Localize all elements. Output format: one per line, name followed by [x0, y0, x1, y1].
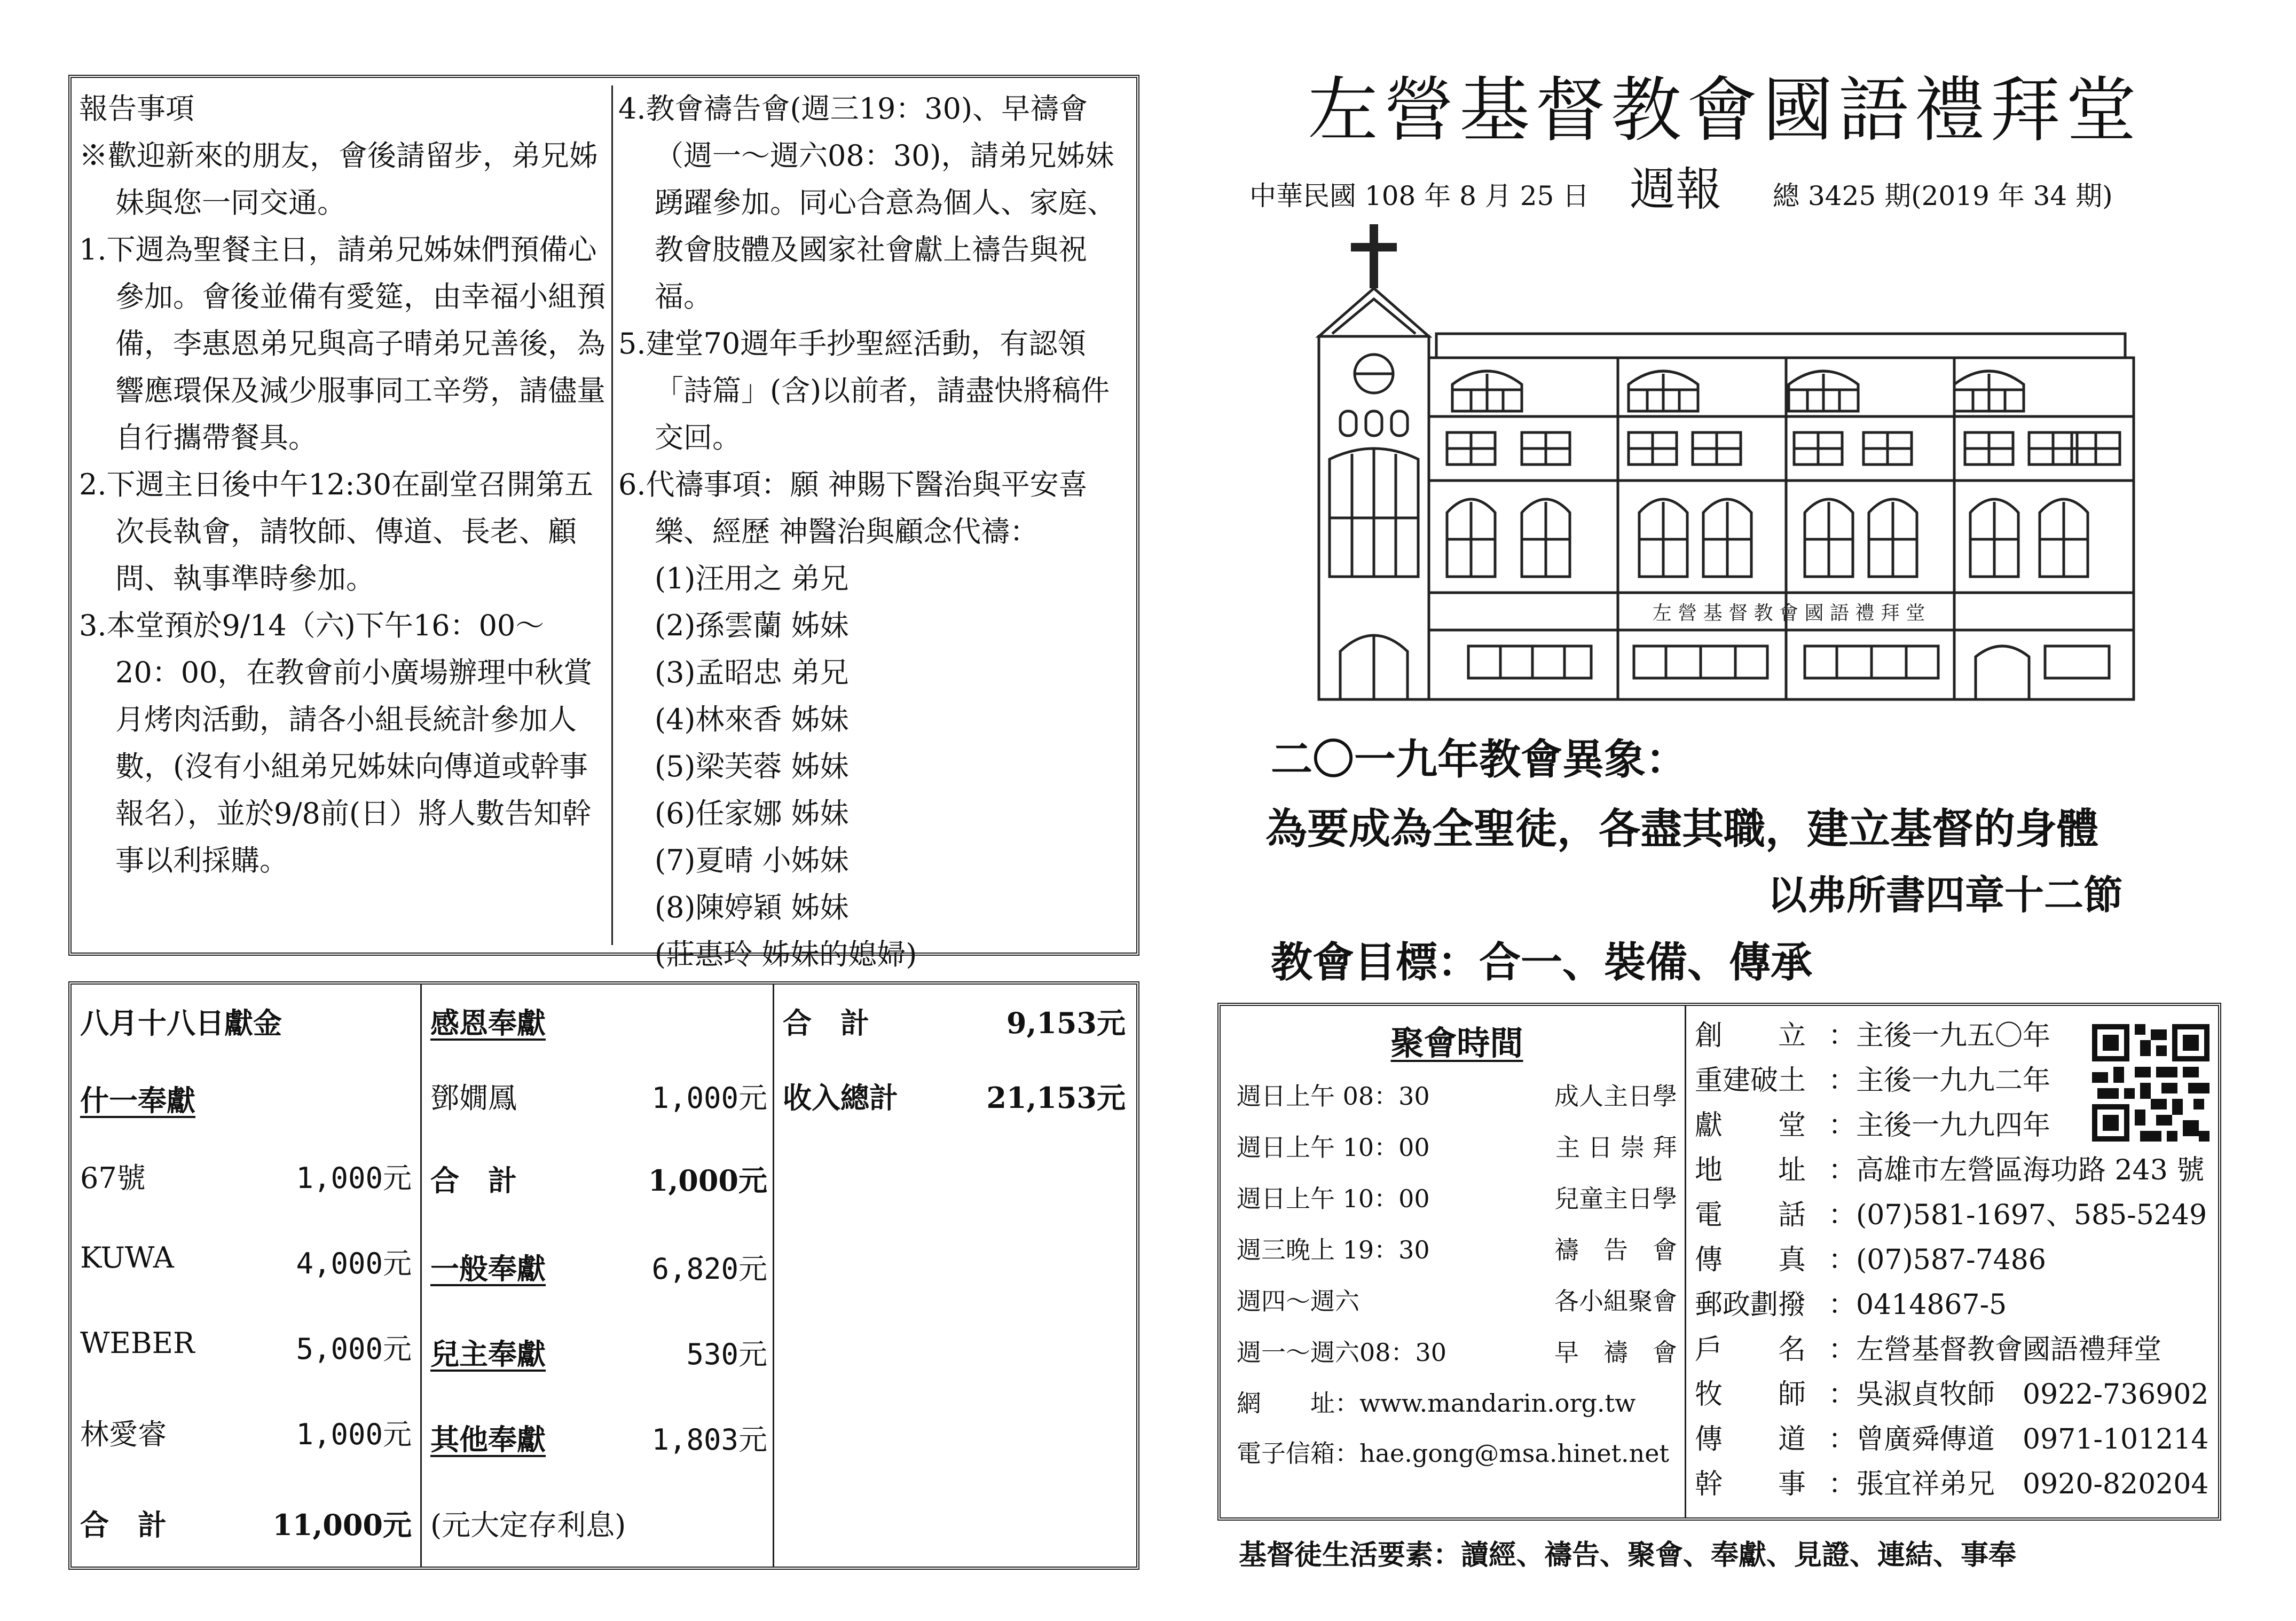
church-title: 左營基督教會國語禮拜堂	[1308, 69, 2142, 152]
meeting-row	[1237, 1071, 1677, 1122]
info-label: 地 址	[1695, 1154, 1806, 1186]
announcement-item: ※歡迎新來的朋友，會後請留步，弟兄姊妹與您一同交通。	[79, 139, 598, 219]
offering-col2	[422, 985, 774, 1567]
meeting-time: 週三晚上 19：30	[1237, 1236, 1430, 1264]
children-label: 兒主奉獻	[430, 1337, 546, 1371]
tithe-name: 67號	[80, 1161, 146, 1195]
church-info-row	[1695, 1417, 2218, 1462]
sum-label: 合 計	[783, 1006, 869, 1040]
meeting-name: 早 禱 會	[1554, 1338, 1677, 1367]
prayer-list-item: (2)孫雲蘭 姊妹	[655, 609, 849, 642]
meeting-name: 各小組聚會	[1554, 1287, 1677, 1316]
info-colon: ：	[1828, 1109, 1857, 1142]
announcement-item: 1.下週為聖餐主日，請弟兄姊妹們預備心參加。會後並備有愛筵，由幸福小組預備，李惠恩弟兄與高子晴弟兄善後，為響應環保及減少服事同工辛勞，請儘量自行攜帶餐具。	[79, 233, 606, 454]
info-colon: ：	[1828, 1244, 1857, 1276]
children-amount: 530元	[686, 1337, 767, 1371]
meeting-name: 成人主日學	[1554, 1082, 1677, 1111]
church-info-row	[1695, 1193, 2218, 1238]
christian-life-essentials: 基督徒生活要素：讀經、禱告、聚會、奉獻、見證、連結、事奉	[1239, 1539, 2017, 1571]
info-value: 主後一九九四年	[1856, 1109, 2051, 1142]
announcement-list	[79, 132, 606, 884]
prayer-list-item: (5)梁芙蓉 姊妹	[655, 750, 849, 783]
info-label: 傳 真	[1695, 1244, 1806, 1276]
prayer-list-item: (3)孟昭忠 弟兄	[655, 656, 849, 689]
info-value: 主後一九五〇年	[1856, 1020, 2051, 1052]
announcement-item: 4.教會禱告會(週三19：30)、早禱會（週一～週六08：30)，請弟兄姊妹踴躍參加。同心合意為個人、家庭、教會肢體及國家社會獻上禱告與祝福。	[618, 92, 1116, 313]
announcement-list-cont	[618, 85, 1131, 555]
info-colon: ：	[1828, 1423, 1857, 1455]
tithe-total-label: 合 計	[80, 1508, 167, 1542]
info-label: 幹 事	[1695, 1468, 1806, 1500]
other-label: 其他奉獻	[430, 1422, 546, 1457]
info-label: 戶 名	[1695, 1334, 1806, 1366]
announcement-item: 5.建堂70週年手抄聖經活動，有認領「詩篇」(含)以前者，請盡快將稿件交回。	[618, 327, 1110, 454]
tithe-amount: 4,000元	[296, 1247, 412, 1280]
meeting-times-title: 聚會時間	[1390, 1024, 1523, 1063]
info-label: 牧 師	[1695, 1379, 1806, 1411]
info-value: (07)581-1697、585-5249	[1856, 1199, 2207, 1231]
prayer-list-item: (4)林來香 姊妹	[655, 703, 849, 736]
meeting-time: 週一～週六08：30	[1237, 1338, 1447, 1367]
offering-date-title: 八月十八日獻金	[80, 1006, 282, 1040]
church-info-row	[1695, 1282, 2218, 1327]
tithe-amount: 5,000元	[296, 1332, 412, 1366]
announcements-col-left	[79, 85, 613, 945]
info-colon: ：	[1828, 1379, 1857, 1411]
meeting-name: 禱 告 會	[1554, 1236, 1677, 1264]
meeting-time: 週日上午 10：00	[1237, 1184, 1430, 1213]
info-colon: ：	[1828, 1065, 1857, 1097]
building-sign: 左 營 基 督 教 會 國 語 禮 拜 堂	[1652, 602, 1925, 624]
church-goal: 教會目標：合一、裝備、傳承	[1271, 938, 1813, 987]
announcements-box	[68, 75, 1139, 971]
bulletin-label: 週報	[1630, 163, 1722, 216]
meeting-time: 週日上午 10：00	[1237, 1133, 1430, 1162]
info-label: 重建破土	[1695, 1065, 1806, 1097]
thanks-label: 感恩奉獻	[430, 1006, 546, 1040]
prayer-list-item: (7)夏晴 小姊妹	[655, 844, 849, 877]
info-colon: ：	[1828, 1468, 1857, 1500]
general-label: 一般奉獻	[430, 1252, 546, 1286]
offering-col1	[72, 985, 422, 1567]
general-amount: 6,820元	[651, 1252, 767, 1286]
info-value: 張宜祥弟兄 0920-820204	[1856, 1468, 2209, 1500]
info-colon: ：	[1828, 1289, 1857, 1321]
info-label: 傳 道	[1695, 1423, 1806, 1455]
church-info-row	[1695, 1327, 2218, 1372]
bulletin-issue: 總 3425 期(2019 年 34 期)	[1773, 180, 2113, 211]
announcements-title: 報告事項	[79, 92, 194, 125]
vision-statement: 為要成為全聖徒，各盡其職，建立基督的身體	[1265, 805, 2099, 853]
church-info-row	[1695, 1462, 2218, 1507]
meeting-name: 主 日 崇 拜	[1555, 1133, 1677, 1162]
email: 電子信箱：hae.gong@msa.hinet.net	[1237, 1439, 1670, 1468]
church-info-row	[1695, 1372, 2218, 1417]
info-label: 獻 堂	[1695, 1109, 1806, 1142]
meeting-row	[1237, 1327, 1677, 1378]
info-colon: ：	[1828, 1334, 1857, 1366]
bulletin-header-line	[1249, 152, 2264, 218]
vision-reference: 以弗所書四章十二節	[1767, 872, 2123, 918]
announcement-item: 3.本堂預於9/14（六)下午16：00～20：00，在教會前小廣場辦理中秋賞月烤肉活動，請各小組長統計參加人數，(沒有小組弟兄姊妹向傳道或幹事報名），並於9/8前(日）將人數告知幹事以利採購。	[79, 609, 593, 877]
meeting-times	[1221, 1006, 1686, 1517]
info-value: (07)587-7486	[1856, 1244, 2046, 1276]
prayer-list-item: (6)任家娜 姊妹	[655, 797, 849, 830]
meetings-info-box	[1217, 1003, 2221, 1521]
info-value: 吳淑貞牧師 0922-736902	[1856, 1379, 2209, 1411]
info-colon: ：	[1828, 1199, 1857, 1231]
info-label: 電 話	[1695, 1199, 1806, 1231]
tithe-amount: 1,000元	[296, 1418, 412, 1451]
sum-amount: 9,153元	[1006, 1006, 1126, 1040]
prayer-list-item: (1)汪用之 弟兄	[655, 562, 849, 595]
thanks-total-label: 合 計	[430, 1163, 517, 1198]
tithe-name: 林愛睿	[80, 1418, 167, 1451]
info-value: 主後一九九二年	[1856, 1065, 2051, 1097]
info-label: 創 立	[1695, 1020, 1806, 1052]
tithe-name: KUWA	[80, 1241, 174, 1274]
prayer-list-item: (莊惠玲 姊妹的媳婦)	[655, 938, 917, 971]
info-value: 高雄市左營區海功路 243 號	[1856, 1154, 2205, 1186]
announcement-item: 6.代禱事項：願 神賜下醫治與平安喜樂、經歷 神醫治與顧念代禱：	[618, 468, 1088, 548]
announcement-item: 2.下週主日後中午12:30在副堂召開第五次長執會，請牧師、傳道、長老、顧問、執事準時參加。	[79, 468, 594, 595]
income-total-amount: 21,153元	[986, 1081, 1126, 1115]
thanks-amount: 1,000元	[651, 1081, 767, 1115]
tithe-total-amount: 11,000元	[272, 1508, 412, 1542]
meeting-row	[1237, 1224, 1677, 1276]
tithe-amount: 1,000元	[296, 1161, 412, 1195]
church-info-row	[1695, 1238, 2218, 1282]
other-amount: 1,803元	[651, 1423, 767, 1457]
prayer-list	[618, 555, 1131, 978]
meeting-time: 週四～週六	[1237, 1287, 1359, 1316]
other-note: (元大定存利息)	[430, 1508, 626, 1542]
info-label: 郵政劃撥	[1695, 1289, 1806, 1321]
offering-col3	[774, 985, 1136, 1567]
meeting-time: 週日上午 08：30	[1237, 1082, 1430, 1111]
tithe-name: WEBER	[80, 1326, 195, 1360]
thanks-name: 鄧嫺鳳	[430, 1081, 517, 1115]
website: 網 址：www.mandarin.org.tw	[1237, 1389, 1636, 1418]
announcements-col-right	[618, 85, 1131, 971]
meeting-name: 兒童主日學	[1554, 1184, 1677, 1213]
info-value: 0414867-5	[1856, 1289, 2007, 1321]
vision-heading: 二〇一九年教會異象：	[1271, 735, 1688, 784]
income-total-label: 收入總計	[783, 1081, 898, 1115]
church-info	[1686, 1006, 2218, 1517]
meeting-row	[1237, 1276, 1677, 1327]
info-value: 曾廣舜傳道 0971-101214	[1856, 1423, 2209, 1455]
qr-code	[2092, 1024, 2209, 1142]
church-building-illustration	[1308, 214, 2141, 710]
church-info-row	[1695, 1148, 2218, 1193]
info-value: 左營基督教會國語禮拜堂	[1856, 1334, 2162, 1366]
bulletin-date: 中華民國 108 年 8 月 25 日	[1249, 180, 1590, 211]
info-colon: ：	[1828, 1154, 1857, 1186]
offering-box	[68, 981, 1139, 1570]
info-colon: ：	[1828, 1020, 1857, 1052]
prayer-list-item: (8)陳婷穎 姊妹	[655, 891, 849, 924]
tithe-label: 什一奉獻	[80, 1083, 195, 1118]
meeting-row	[1237, 1173, 1677, 1224]
meeting-row	[1237, 1122, 1677, 1173]
thanks-total-amount: 1,000元	[648, 1163, 767, 1198]
